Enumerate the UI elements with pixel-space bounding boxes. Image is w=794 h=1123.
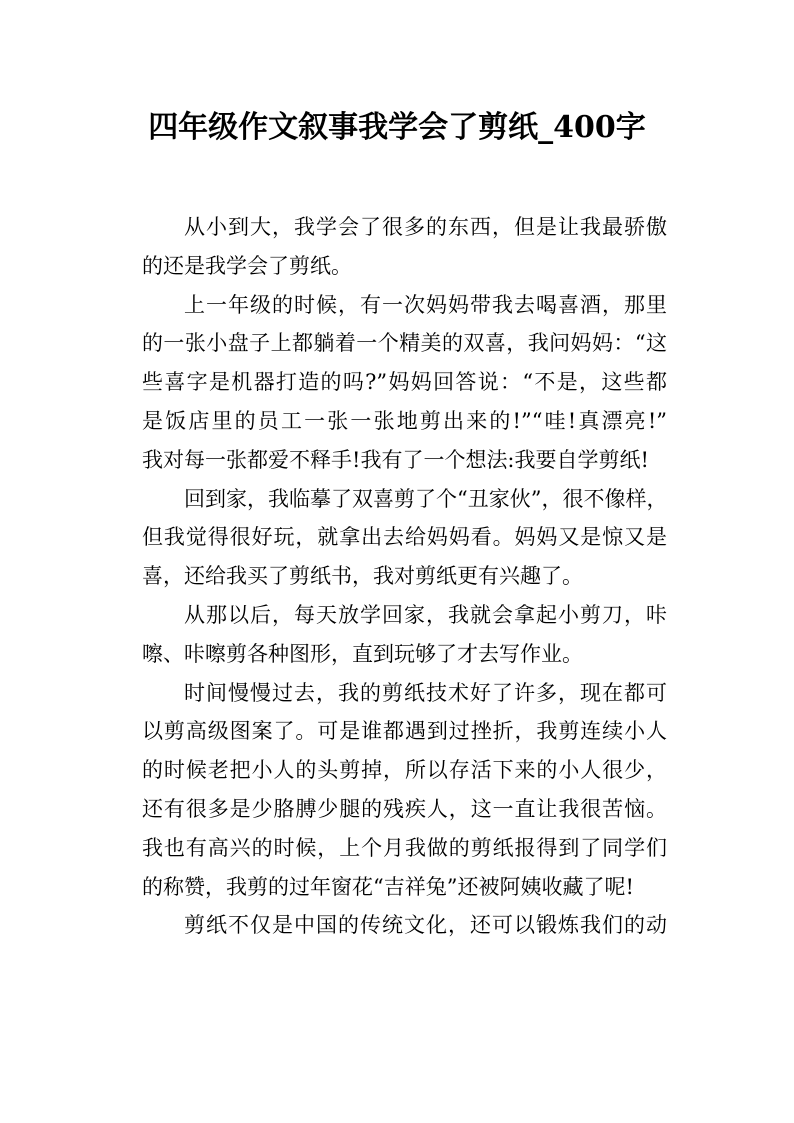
text-line: 我对每一张都爱不释手!我有了一个想法:我要自学剪纸! xyxy=(142,447,649,472)
text-line: 的称赞，我剪的过年窗花“吉祥兔”还被阿姨收藏了呢! xyxy=(142,874,634,899)
document-body xyxy=(142,208,667,945)
text-line: 剪纸不仅是中国的传统文化，还可以锻炼我们的动 xyxy=(184,913,667,938)
text-line: 从那以后，每天放学回家，我就会拿起小剪刀，咔 xyxy=(184,602,667,627)
text-line: 以剪高级图案了。可是谁都遇到过挫折，我剪连续小人 xyxy=(142,719,667,744)
document-title: 四年级作文叙事我学会了剪纸_400字 xyxy=(148,110,646,145)
text-line: 些喜字是机器打造的吗?”妈妈回答说：“不是，这些都 xyxy=(142,370,667,395)
text-line: 但我觉得很好玩，就拿出去给妈妈看。妈妈又是惊又是 xyxy=(142,525,667,550)
text-line: 是饭店里的员工一张一张地剪出来的!”“哇!真漂亮!” xyxy=(142,408,667,433)
text-line: 的还是我学会了剪纸。 xyxy=(142,253,352,278)
text-line: 时间慢慢过去，我的剪纸技术好了许多，现在都可 xyxy=(184,680,667,705)
text-line: 回到家，我临摹了双喜剪了个“丑家伙”，很不像样， xyxy=(184,486,667,511)
text-line: 的一张小盘子上都躺着一个精美的双喜，我问妈妈：“这 xyxy=(142,331,667,356)
text-line: 上一年级的时候，有一次妈妈带我去喝喜酒，那里 xyxy=(184,292,667,317)
text-line: 喜，还给我买了剪纸书，我对剪纸更有兴趣了。 xyxy=(142,564,583,589)
text-line: 嚓、咔嚓剪各种图形，直到玩够了才去写作业。 xyxy=(142,641,583,666)
text-line: 还有很多是少胳膊少腿的残疾人，这一直让我很苦恼。 xyxy=(142,796,667,821)
text-line: 的时候老把小人的头剪掉，所以存活下来的小人很少， xyxy=(142,758,667,783)
text-line: 从小到大，我学会了很多的东西，但是让我最骄傲 xyxy=(184,215,667,239)
text-line: 我也有高兴的时候，上个月我做的剪纸报得到了同学们 xyxy=(142,835,667,860)
